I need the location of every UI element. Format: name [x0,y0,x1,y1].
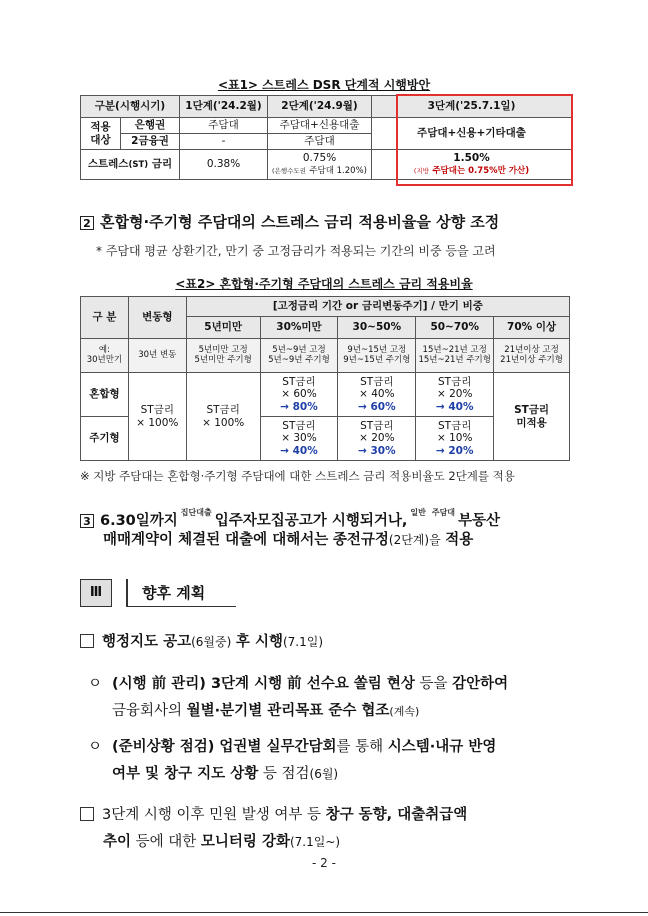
t2-row-cycle-label: 주기형 [81,417,129,461]
t1-header-gubun: 구분(시행시기) [81,96,180,118]
t2-header-col: 50~70% [416,317,494,339]
t2-header-col: 30%미만 [260,317,338,339]
table1-caption: <표1> 스트레스 DSR 단계적 시행방안 [217,78,431,92]
plan-item-2-line1: 3단계 시행 이후 민원 발생 여부 등 창구 동향, 대출취급액 [80,801,467,829]
t2-example-cell: 5년미만 고정 5년미만 주기형 [186,339,260,373]
stage3-highlight-box [396,94,573,186]
t2-header-var: 변동형 [128,297,186,339]
t1-header-stage1: 1단계('24.2월) [180,96,268,118]
plan-sub-1-line1: ㅇ (시행 前 관리) 3단계 시행 前 선수요 쏠림 현상 등을 감안하여 [88,676,509,692]
plan-sub-2-line2: 여부 및 창구 지도 상황 등 점검(6월) [112,766,339,782]
t1-stage3-target: 주담대+신용+기타대출 [372,118,572,150]
t1-cell: 주담대 [180,118,268,134]
plan-item-1: 행정지도 공고(6월중) 후 시행(7.1일) [80,628,323,656]
t2-header-col: 70% 이상 [494,317,570,339]
t2-example-cell: 5년~9년 고정 5년~9년 주기형 [260,339,338,373]
t1-cell: 주담대+신용대출 [268,118,372,134]
t1-cell: - [180,134,268,150]
t1-header-stage2: 2단계('24.9월) [268,96,372,118]
t2-example-cell: 21년이상 고정 21년이상 주기형 [494,339,570,373]
t1-rate-stage1: 0.38% [180,150,268,180]
checkbox-square-icon [80,634,94,648]
t2-example-cell: 15년~21년 고정 15년~21년 주기형 [416,339,494,373]
plan-item-2-line2: 추이 등에 대한 모니터링 강화(7.1일~) [103,834,341,850]
page-bottom-divider [0,912,648,913]
t2-header-gubun: 구 분 [81,297,129,339]
t2-cycle-cell: ST금리 × 20% → 30% [338,417,416,461]
section-future-title: 향후 계획 [126,579,236,607]
table2 [80,296,570,461]
t1-rate-label: 스트레스(ST) 금리 [81,150,180,180]
t2-header-col: 5년미만 [186,317,260,339]
t2-mixed-cell: ST금리 × 20% → 40% [416,373,494,417]
t2-mixed-cell: ST금리 × 60% → 80% [260,373,338,417]
checkbox-square-icon [80,807,94,821]
section-roman-number: Ⅲ [80,579,112,607]
plan-sub-2-line1: ㅇ (준비상황 점검) 업권별 실무간담회를 통해 시스템·내규 반영 [88,739,497,755]
t2-row-mixed-label: 혼합형 [81,373,129,417]
t2-mixed-cell: ST금리 × 40% → 60% [338,373,416,417]
t2-example-var: 30년 변동 [128,339,186,373]
page-number: - 2 - [312,856,336,870]
section2-number: 2 [80,216,94,230]
t2-example-cell: 9년~15년 고정 9년~15년 주기형 [338,339,416,373]
t2-over70-cell: ST금리 미적용 [494,373,570,461]
t1-row-nonbank-label: 2금융권 [121,134,180,150]
section3-number: 3 [80,514,94,528]
t2-header-group: [고정금리 기간 or 금리변동주기] / 만기 비중 [186,297,569,317]
t2-under5-rate: ST금리 × 100% [186,373,260,461]
t2-var-rate: ST금리 × 100% [128,373,186,461]
section2-heading: 2 혼합형·주기형 주담대의 스트레스 금리 적용비율을 상향 조정 [80,211,499,232]
t1-row-bank-label: 은행권 [121,118,180,134]
table2-caption: <표2> 혼합형·주기형 주담대의 스트레스 금리 적용비율 [175,277,473,291]
section3-line1: 3 6.30일까지$^{집단대출}$입주자모집공고가 시행되거나,$^{일반}$ $^{주담대}$부동산 [80,499,500,535]
t1-header-stage3: 3단계('25.7.1일) [372,96,572,118]
circle-bullet-icon: ㅇ [88,676,103,692]
t2-example-label: 예: 30년만기 [81,339,129,373]
t1-rate-stage2: 0.75% (은행수도권 주담대 1.20%) [268,150,372,180]
plan-sub-1-line2: 금융회사의 월별·분기별 관리목표 준수 협조(계속) [112,703,420,719]
table2-footnote: ※ 지방 주담대는 혼합형·주기형 주담대에 대한 스트레스 금리 적용비율도 2단계를 적용 [80,469,515,483]
section3-line2: 매매계약이 체결된 대출에 대해서는 종전규정(2단계)을 적용 [103,532,474,548]
t2-header-col: 30~50% [338,317,416,339]
t2-cycle-cell: ST금리 × 30% → 40% [260,417,338,461]
t1-rate-stage3: 1.50% (지방 주담대는 0.75%만 가산) [372,150,572,180]
t1-row-group-label: 적용 대상 [81,118,121,150]
t1-cell: 주담대 [268,134,372,150]
circle-bullet-icon: ㅇ [88,739,103,755]
t2-cycle-cell: ST금리 × 10% → 20% [416,417,494,461]
section2-note: * 주담대 평균 상환기간, 만기 중 고정금리가 적용되는 기간의 비중 등을 고려 [96,244,496,258]
